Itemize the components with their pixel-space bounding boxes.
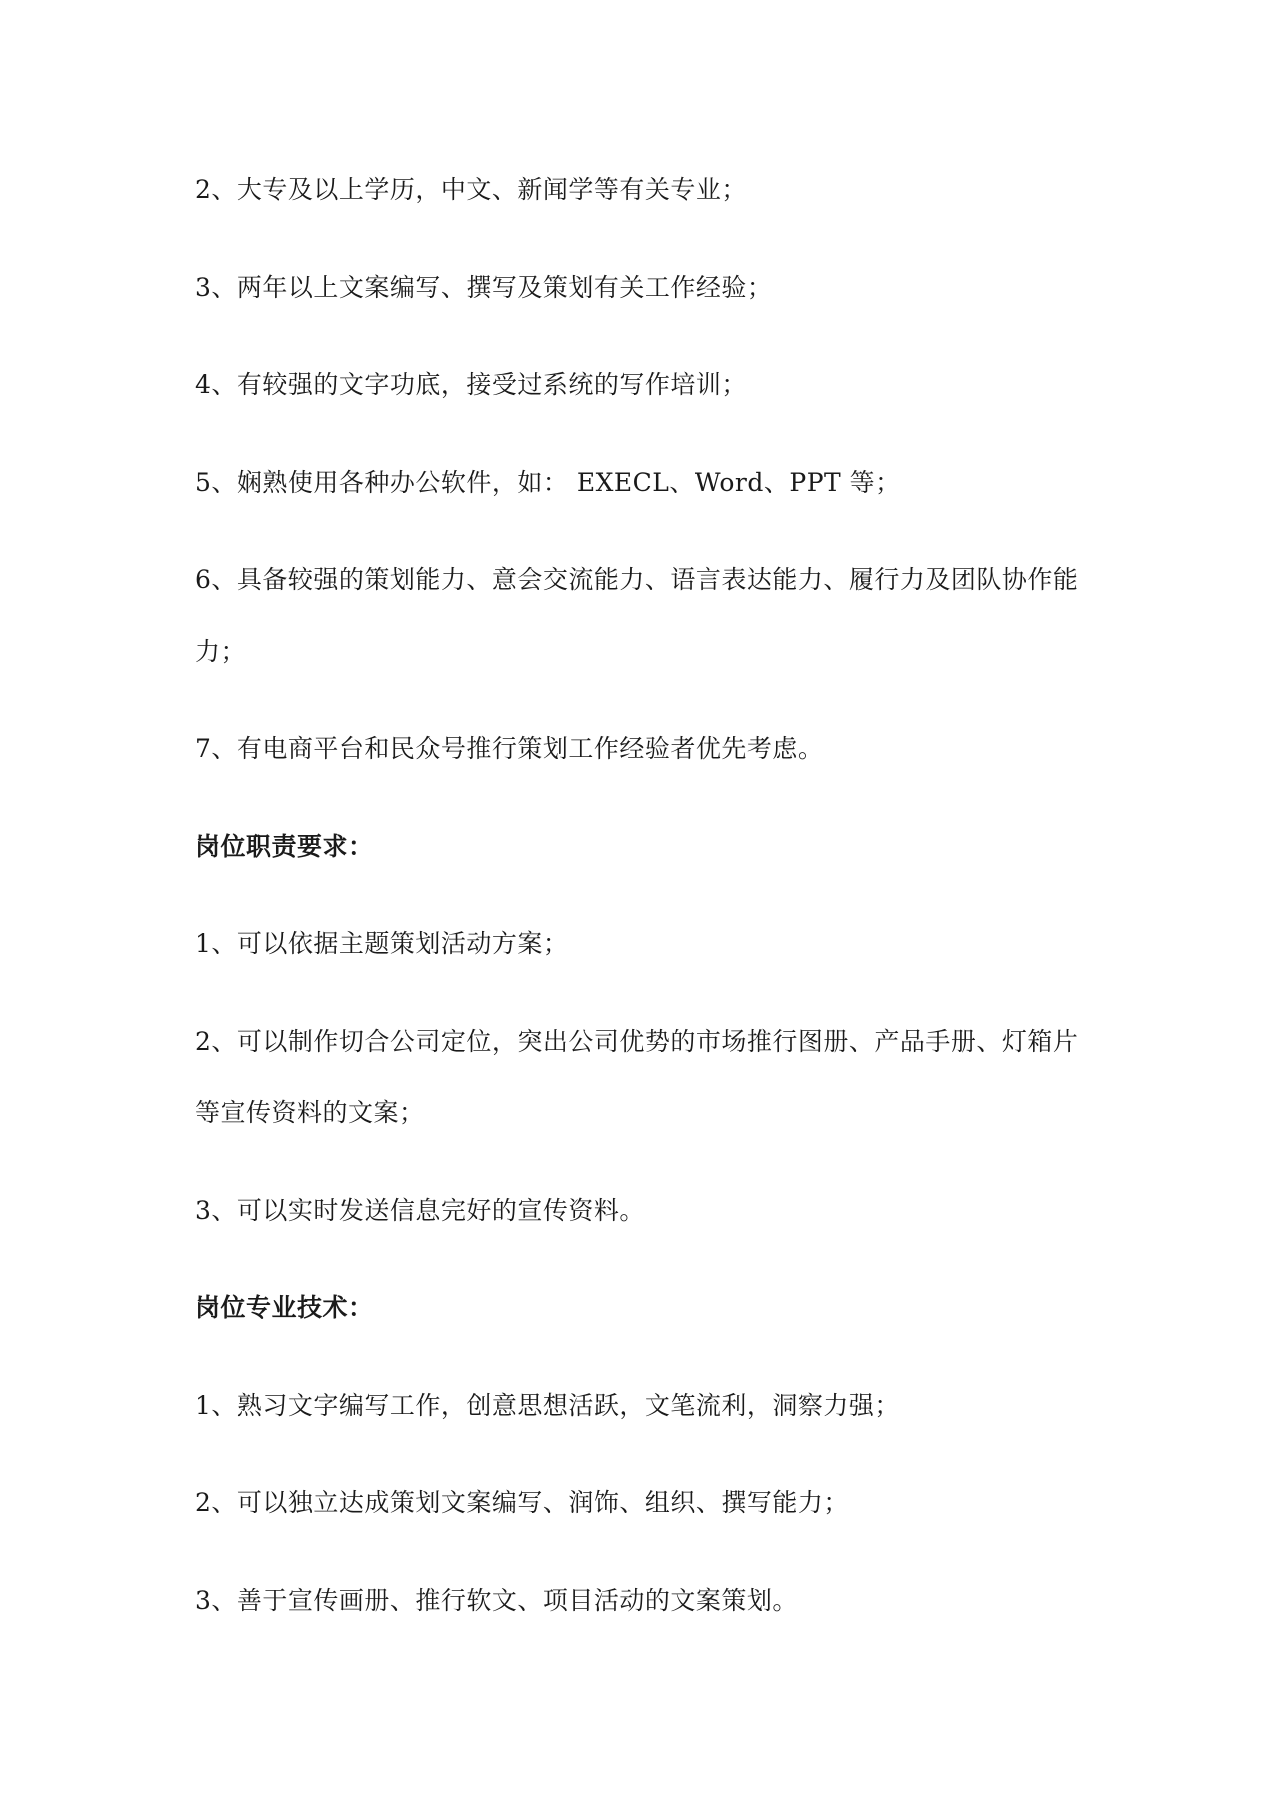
skill-item: 2、可以独立达成策划文案编写、润饰、组织、撰写能力；: [195, 1488, 849, 1517]
requirement-item: 5、娴熟使用各种办公软件，如： EXECL、Word、PPT 等；: [195, 468, 901, 497]
duty-item: 3、可以实时发送信息完好的宣传资料。: [195, 1196, 645, 1225]
duty-item-continued: 等宣传资料的文案；: [195, 1098, 425, 1127]
section-heading-duties: 岗位职责要求：: [195, 832, 374, 861]
skill-item: 1、熟习文字编写工作，创意思想活跃，文笔流利，洞察力强；: [195, 1391, 900, 1420]
requirement-item: 4、有较强的文字功底，接受过系统的写作培训；: [195, 370, 747, 399]
requirement-item: 3、两年以上文案编写、撰写及策划有关工作经验；: [195, 273, 773, 302]
requirement-item: 2、大专及以上学历，中文、新闻学等有关专业；: [195, 175, 747, 204]
requirement-item: 7、有电商平台和民众号推行策划工作经验者优先考虑。: [195, 734, 824, 763]
duty-item: 1、可以依据主题策划活动方案；: [195, 929, 569, 958]
duty-item: 2、可以制作切合公司定位，突出公司优势的市场推行图册、产品手册、灯箱片: [195, 1027, 1079, 1056]
requirement-item-continued: 力；: [195, 637, 247, 666]
section-heading-skills: 岗位专业技术：: [195, 1293, 374, 1322]
skill-item: 3、善于宣传画册、推行软文、项目活动的文案策划。: [195, 1586, 798, 1615]
requirement-item: 6、具备较强的策划能力、意会交流能力、语言表达能力、履行力及团队协作能: [195, 565, 1079, 594]
